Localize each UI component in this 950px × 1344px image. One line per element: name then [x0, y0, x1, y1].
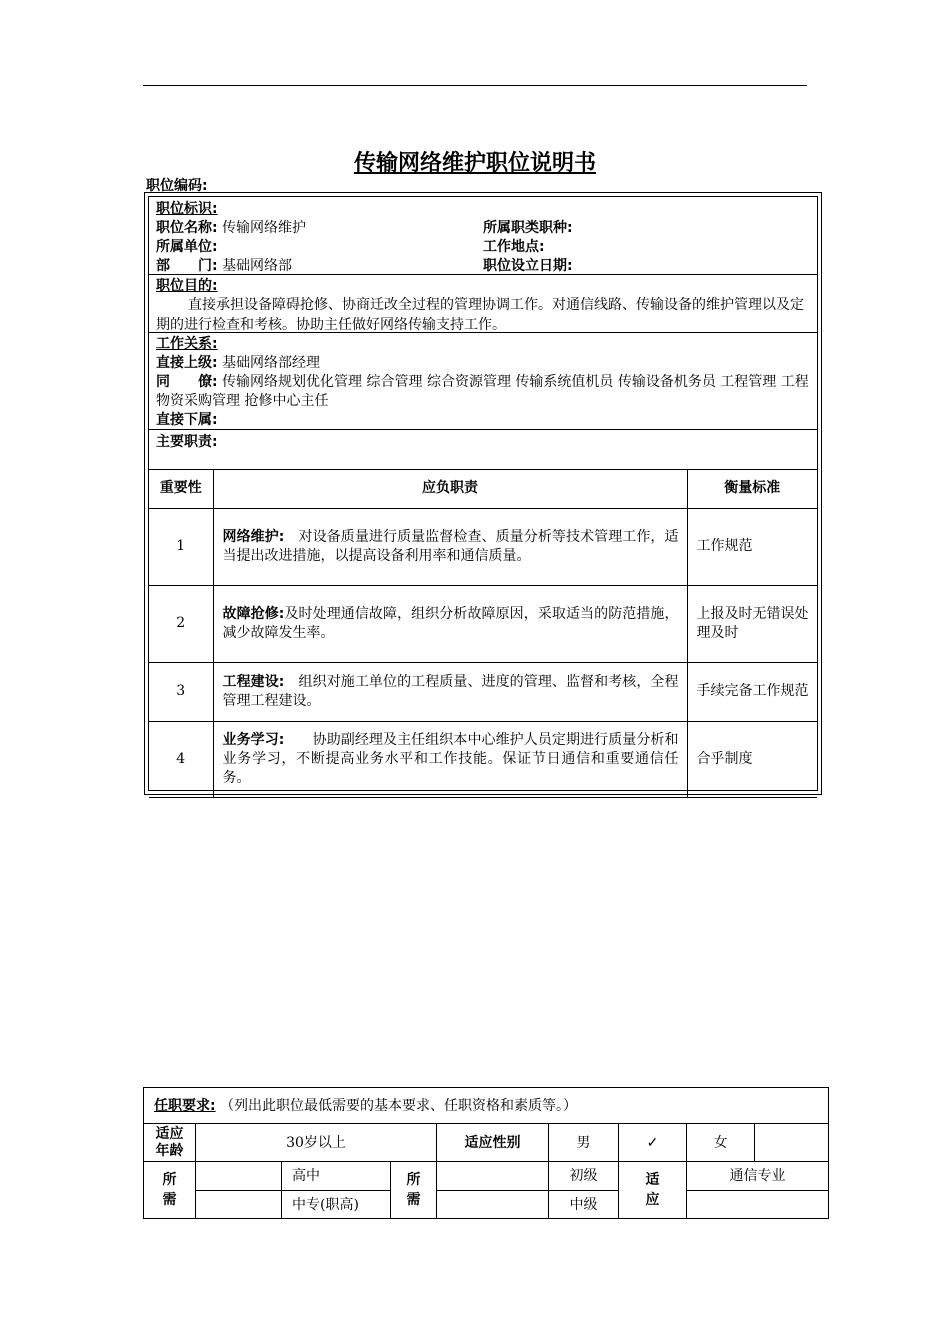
major-value: 通信专业	[687, 1162, 829, 1191]
peer-value: 传输网络规划优化管理 综合管理 综合资源管理 传输系统值机员 传输设备机务员 工程管理 工程物资采购管理 抢修中心主任	[156, 374, 809, 409]
requirements-note: （列出此职位最低需要的基本要求、任职资格和素质等。）	[220, 1097, 578, 1114]
gender-label: 适应性别	[437, 1124, 549, 1162]
duty-title: 故障抢修:	[222, 605, 285, 622]
measure-value: 工作规范	[687, 508, 817, 585]
dept-label: 部 门:	[156, 258, 218, 274]
duties-table-header	[149, 470, 817, 508]
dept-value: 基础网络部	[222, 258, 293, 274]
purpose-label: 职位目的:	[156, 278, 218, 294]
gender-male: 男	[549, 1124, 619, 1162]
identity-section-label: 职位标识:	[156, 201, 218, 217]
date-label: 职位设立日期:	[483, 258, 573, 274]
duty-title: 网络维护:	[222, 528, 285, 545]
position-name-value: 传输网络维护	[222, 220, 307, 236]
education-option: 高中	[282, 1162, 391, 1191]
row-number: 1	[149, 508, 213, 585]
duty-desc: 组织对施工单位的工程质量、进度的管理、监督和考核，全程管理工程建设。	[222, 673, 679, 709]
duty-desc: 及时处理通信故障，组织分析故障原因，采取适当的防范措施，减少故障发生率。	[222, 605, 679, 641]
age-label: 适应年龄	[144, 1124, 196, 1162]
position-name-label: 职位名称:	[156, 220, 218, 236]
peer-label: 同 僚:	[156, 374, 218, 390]
table-row	[149, 508, 817, 585]
table-row	[149, 585, 817, 662]
position-code-label: 职位编码:	[146, 178, 208, 194]
title-option: 初级	[549, 1162, 619, 1191]
duty-title: 工程建设:	[222, 673, 285, 690]
title-option: 中级	[549, 1191, 619, 1219]
requirements-label: 任职要求:	[154, 1097, 216, 1114]
measure-value: 手续完备工作规范	[687, 662, 817, 721]
page-title: 传输网络维护职位说明书	[353, 151, 596, 176]
job-description-frame	[144, 192, 822, 795]
duty-desc: 协助副经理及主任组织本中心维护人员定期进行质量分析和业务学习，不断提高业务水平和工作技能。保证节日通信和重要通信任务。	[222, 731, 679, 786]
row-number: 2	[149, 585, 213, 662]
superior-value: 基础网络部经理	[222, 355, 321, 371]
duty-header: 应负职责	[213, 470, 687, 508]
duty-title: 业务学习:	[222, 731, 285, 748]
table-row	[149, 662, 817, 721]
measure-value: 合乎制度	[687, 721, 817, 797]
measure-header: 衡量标准	[687, 470, 817, 508]
measure-value: 上报及时无错误处理及时	[687, 585, 817, 662]
purpose-text: 直接承担设备障碍抢修、协商迁改全过程的管理协调工作。对通信线路、传输设备的维护管理以及定期的进行检查和考核。协助主任做好网络传输支持工作。	[156, 297, 804, 333]
age-value: 30岁以上	[196, 1124, 437, 1162]
duty-desc: 对设备质量进行质量监督检查、质量分析等技术管理工作，适当提出改进措施，以提高设备利用率和通信质量。	[222, 528, 679, 564]
table-row	[149, 721, 817, 797]
header-rule	[143, 85, 807, 86]
title-label: 所需	[391, 1162, 437, 1219]
requirements-table	[143, 1087, 829, 1219]
subordinate-label: 直接下属:	[156, 412, 218, 428]
importance-header: 重要性	[149, 470, 213, 508]
unit-label: 所属单位:	[156, 239, 218, 255]
row-number: 4	[149, 721, 213, 797]
location-label: 工作地点:	[483, 239, 545, 255]
duties-table	[149, 470, 817, 798]
check-icon: ✓	[619, 1124, 687, 1162]
gender-female: 女	[687, 1124, 755, 1162]
row-number: 3	[149, 662, 213, 721]
education-label: 所需	[144, 1162, 196, 1219]
duties-label: 主要职责:	[156, 434, 218, 450]
education-option: 中专(职高)	[282, 1191, 391, 1219]
category-label: 所属职类职种:	[483, 220, 573, 236]
major-label: 适应	[619, 1162, 687, 1219]
superior-label: 直接上级:	[156, 355, 218, 371]
relations-label: 工作关系:	[156, 336, 218, 352]
